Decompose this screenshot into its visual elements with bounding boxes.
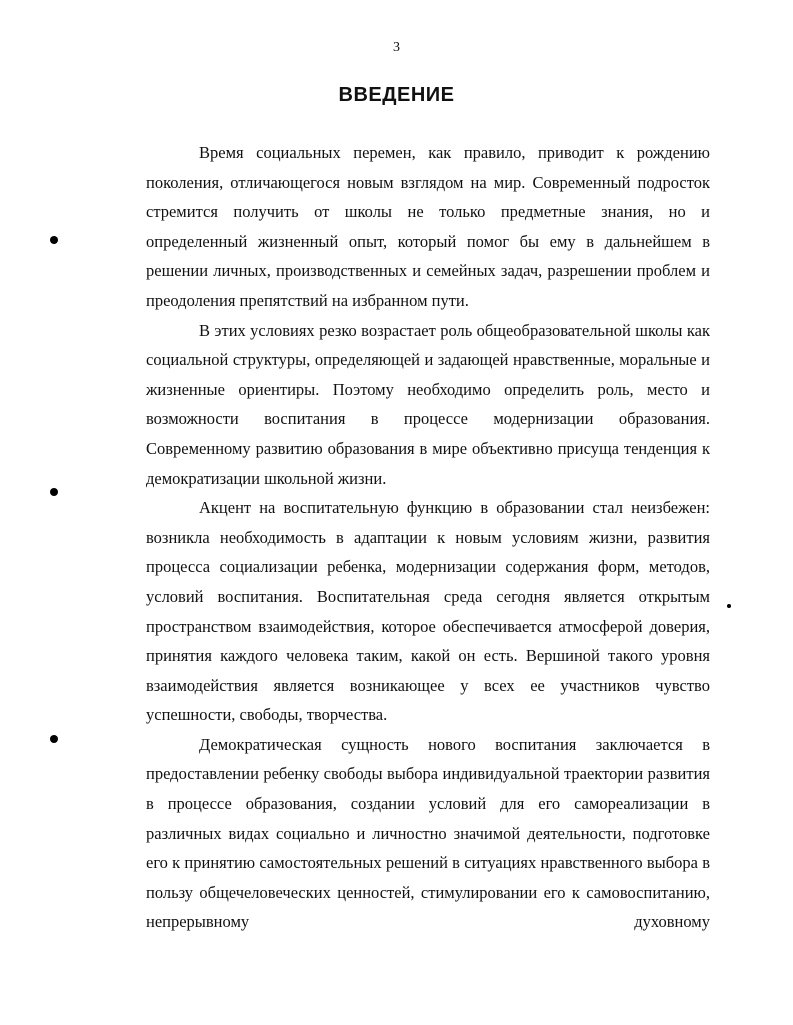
punch-hole-mark (50, 236, 58, 244)
body-text (146, 138, 710, 937)
page-number: 3 (393, 40, 400, 55)
punch-hole-mark (50, 488, 58, 496)
paragraph-4: Демократическая сущность нового воспитания заключается в предоставлении ребенку свободы выбора индивидуальной траектории развития в процессе образования, создании условий для его самореализации в различных видах социально и личностно значимой деятельности, подготовке его к принятию самостоятельных решений в ситуациях нравственного выбора в пользу общечеловеческих ценностей, стимулировании его к самовоспитанию, непрерывному духовному (146, 734, 710, 932)
punch-hole-mark (50, 735, 58, 743)
paragraph-1: Время социальных перемен, как правило, приводит к рождению поколения, отличающегося новым взглядом на мир. Современный подросток стремится получить от школы не только предметные знания, но и определенный жизненный опыт, который помог бы ему в дальнейшем в решении личных, производственных и семейных задач, разрешении проблем и преодоления препятствий на избранном пути. (146, 143, 710, 310)
page-title: ВВЕДЕНИЕ (338, 84, 455, 106)
scan-speck-mark (727, 604, 731, 608)
paragraph-3: Акцент на воспитательную функцию в образовании стал неизбежен: возникла необходимость в адаптации к новым условиям жизни, развития процесса социализации ребенка, модернизации содержания форм, методов, условий воспитания. Воспитательная среда сегодня является открытым пространством взаимодействия, которое обеспечивается атмосферой доверия, принятия каждого человека таким, какой он есть. Вершиной такого уровня взаимодействия является возникающее у всех ее участников чувство успешности, свободы, творчества. (146, 498, 710, 725)
paragraph-2: В этих условиях резко возрастает роль общеобразовательной школы как социальной структуры, определяющей и задающей нравственные, моральные и жизненные ориентиры. Поэтому необходимо определить роль, место и возможности воспитания в процессе модернизации образования. Современному развитию образования в мире объективно присуща тенденция к демократизации школьной жизни. (146, 320, 710, 488)
